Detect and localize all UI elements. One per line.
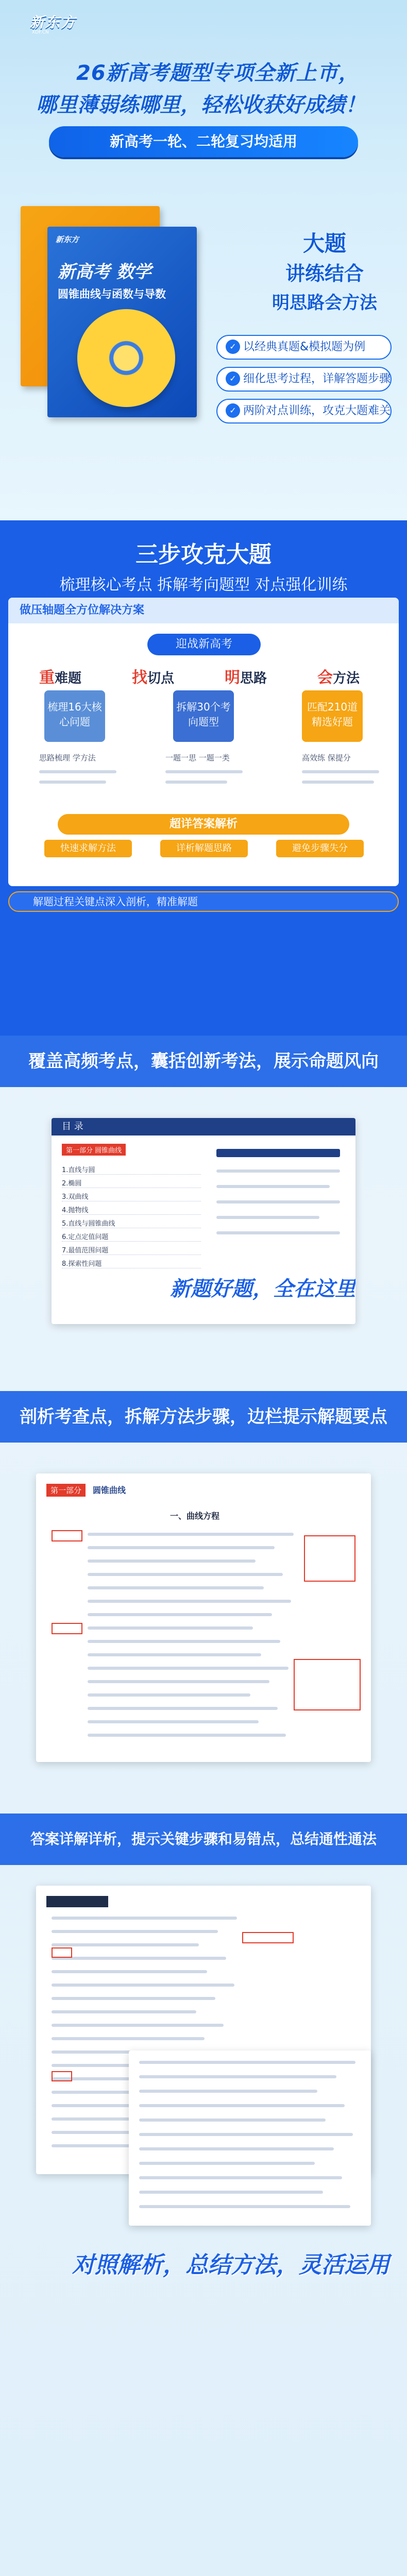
feature-label: 以经典真题&模拟题为例 — [243, 341, 366, 353]
text-line — [302, 770, 379, 773]
feature-label: 细化思考过程，详解答题步骤 — [243, 372, 391, 385]
text-line — [88, 1707, 278, 1710]
text-line — [39, 781, 106, 784]
toc-item: 5.直线与圆锥曲线 — [62, 1218, 201, 1228]
text-line — [88, 1613, 272, 1616]
text-line — [88, 1734, 286, 1737]
hero-pill: 新高考一轮、二轮复习均适用 — [49, 126, 358, 157]
text-line — [216, 1216, 319, 1219]
text-line — [88, 1586, 264, 1589]
overlay-title: 新题好题，全在这里 — [170, 1277, 355, 1301]
feature-item — [216, 367, 392, 392]
band-2: 剖析考查点，拆解方法步骤，边栏提示解题要点 — [0, 1391, 407, 1443]
step-key: 明 — [225, 669, 240, 687]
answer-pill: 超详答案解析 — [58, 814, 349, 835]
steps-subtitle: 梳理核心考点 拆解考向题型 对点强化训练 — [59, 576, 348, 594]
step-item — [317, 665, 360, 687]
highlight-box — [242, 1932, 294, 1943]
highlight-box — [52, 1947, 72, 1958]
text-line — [52, 2037, 205, 2040]
text-line — [216, 1231, 340, 1234]
answer-page-2 — [129, 2050, 371, 2226]
part-name: 圆锥曲线 — [93, 1485, 126, 1495]
toc-item: 7.最值范围问题 — [62, 1245, 201, 1255]
check-icon: ✓ — [226, 403, 240, 418]
text-line — [216, 1170, 340, 1173]
hero-headline-2: 哪里薄弱练哪里，轻松收获好成绩！ — [36, 93, 366, 117]
solution-card — [8, 598, 399, 886]
step-rest: 方法 — [333, 671, 360, 686]
text-line — [88, 1640, 280, 1643]
text-line — [216, 1200, 340, 1204]
text-line — [39, 770, 116, 773]
step-rest: 思路 — [240, 671, 267, 686]
step-key: 重 — [39, 669, 55, 687]
step-item — [132, 665, 174, 687]
toc-item: 6.定点定值问题 — [62, 1231, 201, 1242]
side-title-2: 讲练结合 — [285, 262, 364, 285]
small-label: 高效练 保提分 — [302, 753, 351, 762]
text-line — [139, 2133, 353, 2136]
text-line — [88, 1680, 269, 1683]
core-issues-box: 梳理16大核心问题 — [44, 690, 105, 742]
text-line — [52, 1930, 218, 1933]
highlight-box — [52, 2071, 72, 2081]
section-title: 一、曲线方程 — [170, 1511, 220, 1521]
text-line — [139, 2090, 317, 2093]
toc-item: 8.探索性问题 — [62, 1258, 201, 1268]
book-title: 新高考 数学 — [58, 262, 151, 282]
text-line — [88, 1626, 253, 1630]
hero-section — [0, 0, 407, 520]
text-line — [52, 1957, 226, 1960]
toc-page — [52, 1118, 355, 1324]
sidebar-tip-box — [294, 1659, 361, 1710]
toc-item: 4.抛物线 — [62, 1205, 201, 1215]
side-title-3: 明思路会方法 — [272, 293, 377, 313]
highlight-box — [52, 1530, 82, 1541]
text-line — [52, 2010, 196, 2013]
hero-headline-1: 26新高考题型专项全新上市， — [76, 61, 360, 85]
toc-item: 3.双曲线 — [62, 1191, 201, 1201]
part-label: 第一部分 — [46, 1484, 86, 1497]
toc-title: 目 录 — [52, 1118, 355, 1136]
text-line — [216, 1185, 330, 1188]
tag: 详析解题思路 — [160, 840, 248, 857]
step-rest: 难题 — [55, 671, 82, 686]
text-line — [139, 2191, 323, 2194]
tag: 避免步骤失分 — [276, 840, 364, 857]
text-line — [139, 2176, 342, 2179]
toc-item: 2.椭圆 — [62, 1178, 201, 1188]
text-line — [139, 2205, 350, 2208]
text-line — [139, 2147, 334, 2150]
brand-logo-sub: XDF.CN — [32, 30, 49, 35]
topics-box: 拆解30个考向题型 — [173, 690, 234, 742]
sidebar-tip-box — [304, 1535, 355, 1582]
text-line — [88, 1693, 250, 1697]
text-line — [88, 1600, 291, 1603]
text-line — [52, 1997, 215, 2000]
brand-logo: 新东方 — [30, 14, 77, 31]
content-page — [36, 1473, 371, 1762]
step-key: 会 — [317, 669, 333, 687]
text-line — [139, 2104, 345, 2107]
exercise-header — [216, 1149, 340, 1157]
text-line — [139, 2162, 315, 2165]
overlay-title-3: 对照解析，总结方法，灵活运用 — [72, 2252, 389, 2278]
check-icon: ✓ — [226, 371, 240, 386]
feature-item — [216, 399, 392, 423]
check-icon: ✓ — [226, 340, 240, 354]
text-line — [165, 781, 227, 784]
band-3: 答案详解详析，提示关键步骤和易错点，总结通性通法 — [0, 1814, 407, 1865]
text-line — [165, 770, 243, 773]
feature-label: 两阶对点训练，攻克大题难关 — [243, 404, 391, 417]
step-rest: 切点 — [147, 671, 175, 686]
text-line — [88, 1546, 275, 1549]
text-line — [88, 1667, 289, 1670]
step-item — [225, 665, 267, 687]
text-line — [52, 1943, 199, 1946]
step-key: 找 — [132, 669, 147, 687]
text-line — [139, 2061, 355, 2064]
small-label: 一题一思 一题一类 — [165, 753, 230, 762]
text-line — [88, 1533, 294, 1536]
answer-header — [46, 1896, 108, 1907]
toc-item: 1.直线与圆 — [62, 1164, 201, 1175]
text-line — [52, 1984, 234, 1987]
text-line — [139, 2075, 336, 2078]
toc-part: 第一部分 圆锥曲线 — [62, 1144, 126, 1156]
steps-title: 三步攻克大题 — [135, 541, 272, 568]
challenge-badge: 迎战新高考 — [147, 634, 261, 655]
text-line — [52, 2024, 224, 2027]
text-line — [52, 1970, 207, 1973]
note-bar: 解题过程关键点深入剖析，精准解题 — [8, 891, 399, 912]
text-line — [88, 1720, 259, 1723]
questions-box: 匹配210道精选好题 — [302, 690, 363, 742]
card-header: 做压轴题全方位解决方案 — [8, 598, 399, 623]
text-line — [52, 1917, 237, 1920]
feature-item — [216, 335, 392, 360]
side-title-1: 大题 — [302, 231, 346, 256]
book-logo: 新东方 — [56, 235, 79, 244]
text-line — [88, 1573, 283, 1576]
steps-section — [0, 520, 407, 1036]
text-line — [88, 1653, 261, 1656]
small-label: 思路梳理 学方法 — [39, 753, 96, 762]
step-item — [39, 665, 81, 687]
band-1: 覆盖高频考点，囊括创新考法，展示命题风向 — [0, 1036, 407, 1087]
book-subtitle: 圆锥曲线与函数与导数 — [58, 288, 166, 300]
highlight-box — [52, 1623, 82, 1634]
text-line — [139, 2119, 326, 2122]
tag: 快速求解方法 — [44, 840, 132, 857]
text-line — [88, 1560, 256, 1563]
book-disc-graphic — [77, 309, 175, 407]
text-line — [302, 781, 374, 784]
